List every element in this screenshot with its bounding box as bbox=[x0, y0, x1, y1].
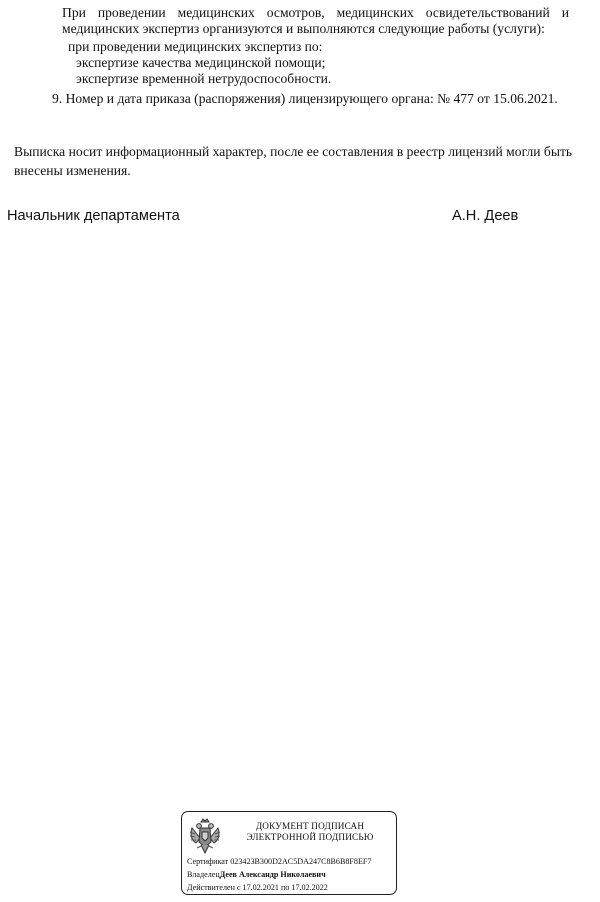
info-notice: Выписка носит информационный характер, после ее составления в реестр лицензий могли быть внесены изменения. bbox=[14, 144, 573, 178]
list-item-quality: экспертизе качества медицинской помощи; bbox=[76, 55, 326, 70]
stamp-heading-line1: ДОКУМЕНТ ПОДПИСАН bbox=[255, 821, 365, 831]
list-item-disability: экспертизе временной нетрудоспособности. bbox=[76, 71, 332, 86]
stamp-certificate bbox=[187, 857, 371, 867]
signatory-title: Начальник департамента bbox=[7, 208, 180, 224]
signatory-name: А.Н. Деев bbox=[452, 208, 519, 224]
list-heading: при проведении медицинских экспертиз по: bbox=[68, 39, 323, 54]
certificate-label: Сертификат bbox=[187, 857, 229, 866]
stamp-owner bbox=[187, 870, 326, 880]
stamp-heading bbox=[226, 821, 394, 843]
certificate-value: 023423B300D2AC5DA247C8B6B8F8EF7 bbox=[230, 857, 372, 866]
owner-value: Деев Александр Николаевич bbox=[219, 870, 326, 879]
e-signature-stamp bbox=[181, 811, 397, 895]
stamp-validity: Действителен с 17.02.2021 по 17.02.2022 bbox=[187, 883, 328, 892]
stamp-heading-line2: ЭЛЕКТРОННОЙ ПОДПИСЬЮ bbox=[246, 832, 374, 842]
services-paragraph bbox=[62, 5, 569, 37]
owner-label: Владелец bbox=[187, 870, 220, 879]
services-paragraph-text: При проведении медицинских осмотров, медицинских освидетельствований и медицинских экспертиз организуются и выполняются следующие работы (услуги): bbox=[62, 5, 569, 36]
coat-of-arms-icon bbox=[188, 818, 222, 856]
order-number-item: 9. Номер и дата приказа (распоряжения) лицензирующего органа: № 477 от 15.06.2021. bbox=[52, 91, 558, 106]
